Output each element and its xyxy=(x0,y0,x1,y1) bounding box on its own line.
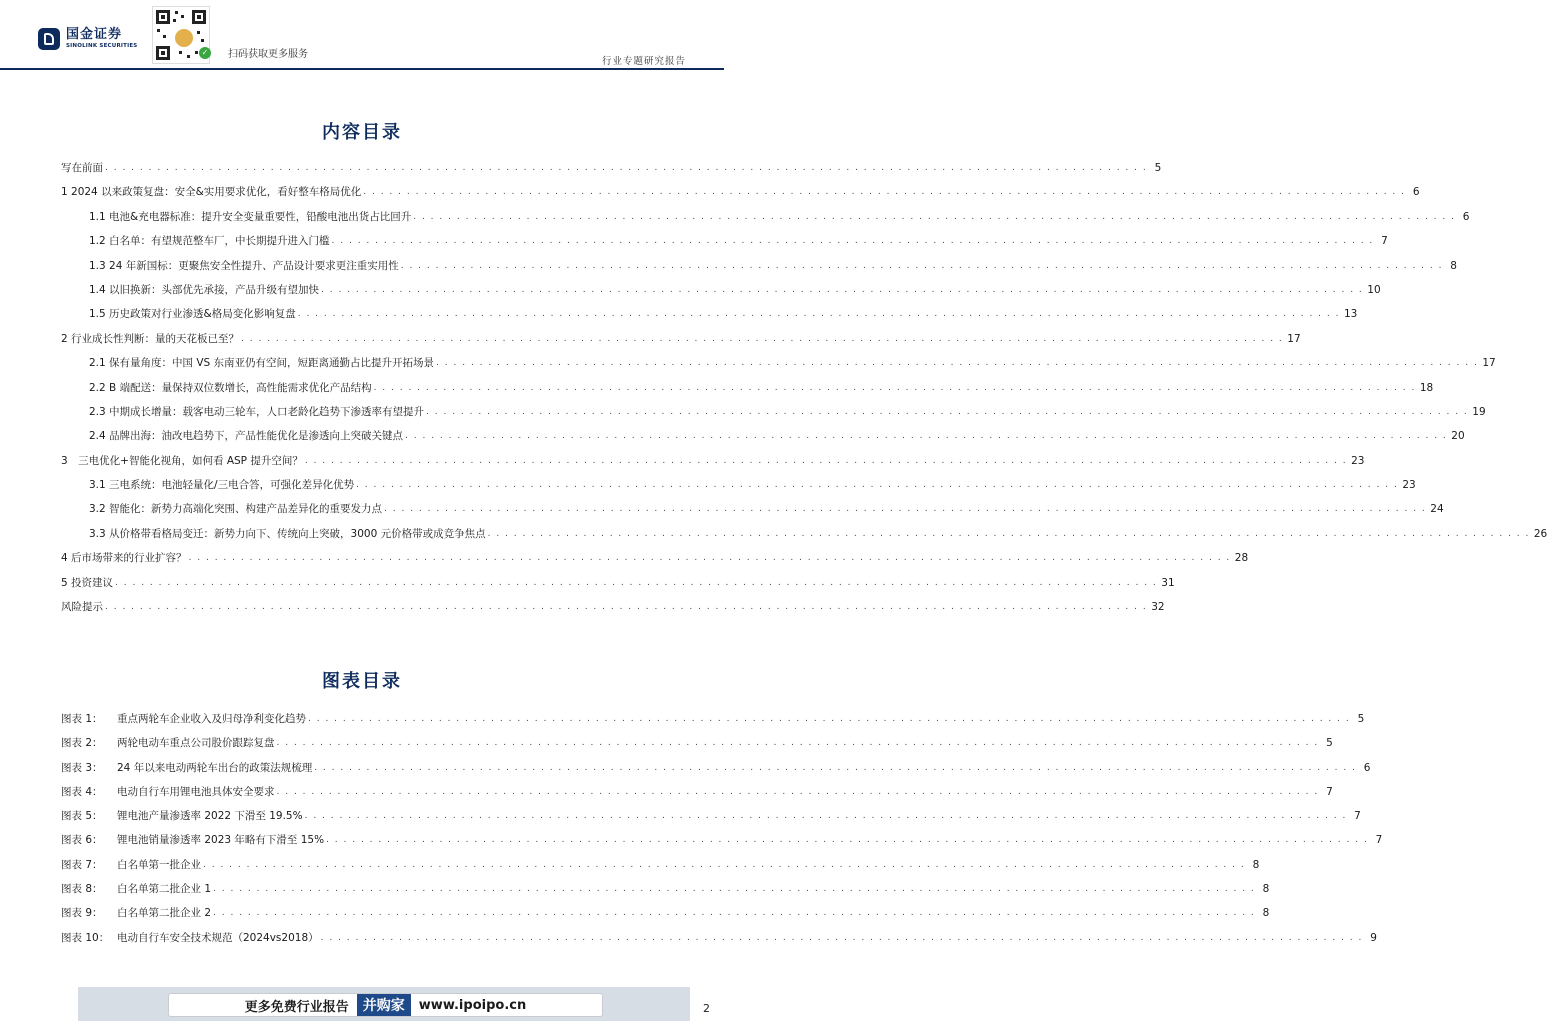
toc-entry[interactable] xyxy=(61,595,1165,619)
toc-entry-label: 3.1 三电系统：电池轻量化/三电合答，可强化差异化优势 xyxy=(89,479,355,492)
toc-leader-dots: . . . . . . . . . . . . . . . . . . . . . . . . . . . . . . . . . . . . . . . . . . . . . . . . . . . . . . . . . . . . . . . . . . . . . . . . . . . . . . . . . . . . . . . . . . . . . . . . . . . . . . . . . . . . . . . . . . . . . . . . xyxy=(321,284,1364,295)
toc-entry[interactable] xyxy=(61,180,1420,204)
figure-entry-page: 5 xyxy=(1357,713,1365,725)
wechat-icon: ✓ xyxy=(199,47,211,59)
figure-entry[interactable] xyxy=(61,901,1270,925)
figure-entry[interactable] xyxy=(61,707,1365,731)
toc-entry-page: 32 xyxy=(1151,601,1165,614)
promo-banner[interactable] xyxy=(78,987,690,1021)
toc-entry-page: 13 xyxy=(1343,308,1358,321)
figure-entry[interactable] xyxy=(61,731,1333,755)
toc-leader-dots: . . . . . . . . . . . . . . . . . . . . . . . . . . . . . . . . . . . . . . . . . . . . . . . . . . . . . . . . . . . . . . . . . . . . . . . . . . . . . . . . . . . . . . . . . . . . . . . . . . . . . . . . . . . . . . . . . . . . . . . . xyxy=(413,211,1456,222)
toc-entry-page: 5 xyxy=(1154,162,1162,174)
toc-leader-dots: . . . . . . . . . . . . . . . . . . . . . . . . . . . . . . . . . . . . . . . . . . . . . . . . . . . . . . . . . . . . . . . . . . . . . . . . . . . . . . . . . . . . . . . . . . . . . . . . . . . . . . . . . . . . . . . . . . . . . . . . xyxy=(188,553,1231,564)
toc-entry-page: 10 xyxy=(1367,283,1381,296)
figure-entry-page: 7 xyxy=(1326,785,1333,798)
promo-url[interactable]: www.ipoipo.cn xyxy=(418,997,527,1013)
figure-entry-number: 图表 3： xyxy=(61,761,103,774)
figure-entry-number: 图表 9： xyxy=(61,907,103,920)
toc-entry-label: 风险提示 xyxy=(61,601,103,614)
figure-entry-page: 5 xyxy=(1326,737,1333,750)
toc-entry[interactable] xyxy=(61,376,1434,400)
toc-leader-dots: . . . . . . . . . . . . . . . . . . . . . . . . . . . . . . . . . . . . . . . . . . . . . . . . . . . . . . . . . . . . . . . . . . . . . . . . . . . . . . . . . . . . . . . . . . . . . . . . . . . . . . . . . . . . . . . . . . . . . . . . xyxy=(304,455,1348,466)
toc-entry-label: 1.2 白名单：有望规范整车厂，中长期提升进入门槛 xyxy=(89,235,330,248)
toc-entry-page: 26 xyxy=(1533,527,1547,540)
figure-entry[interactable] xyxy=(61,828,1383,852)
figure-entry-label: 白名单第一批企业 xyxy=(117,858,201,871)
figure-entry-label: 重点两轮车企业收入及归母净利变化趋势 xyxy=(117,713,306,725)
toc-leader-dots: . . . . . . . . . . . . . . . . . . . . . . . . . . . . . . . . . . . . . . . . . . . . . . . . . . . . . . . . . . . . . . . . . . . . . . . . . . . . . . . . . . . . . . . . . . . . . . . . . . . . . . . . . . . . . . . . . . . . . . . . xyxy=(373,382,1416,393)
header-divider xyxy=(0,68,724,70)
figure-entry-label: 电动自行车安全技术规范（2024vs2018） xyxy=(117,931,319,944)
toc-title: 内容目录 xyxy=(322,122,402,143)
logo-icon xyxy=(38,28,60,50)
report-type-label: 行业专题研究报告 xyxy=(601,56,686,67)
toc-entry-label: 1 2024 以来政策复盘：安全&实用要求优化，看好整车格局优化 xyxy=(61,186,362,199)
figure-entry-number: 图表 4： xyxy=(61,785,103,798)
logo-english-name: SINOLINK SECURITIES xyxy=(66,43,138,49)
promo-text: 更多免费行业报告 xyxy=(244,999,349,1015)
figure-entry-number: 图表 6： xyxy=(61,834,103,847)
toc-entry-page: 18 xyxy=(1419,381,1434,394)
figure-leader-dots: . . . . . . . . . . . . . . . . . . . . . . . . . . . . . . . . . . . . . . . . . . . . . . . . . . . . . . . . . . . . . . . . . . . . . . . . . . . . . . . . . . . . . . . . . . . . . . . . . . . . . . . . . . . . . . . . . . . . . . . . xyxy=(276,738,1319,749)
figure-entry-number: 图表 7： xyxy=(61,858,103,871)
figure-entry-page: 8 xyxy=(1252,858,1260,871)
toc-leader-dots: . . . . . . . . . . . . . . . . . . . . . . . . . . . . . . . . . . . . . . . . . . . . . . . . . . . . . . . . . . . . . . . . . . . . . . . . . . . . . . . . . . . . . . . . . . . . . . . . . . . . . . . . . . . . . . . . . . . . . . . . xyxy=(436,358,1479,369)
toc-entry-page: 20 xyxy=(1451,430,1465,443)
table-of-contents xyxy=(61,156,1547,619)
toc-leader-dots: . . . . . . . . . . . . . . . . . . . . . . . . . . . . . . . . . . . . . . . . . . . . . . . . . . . . . . . . . . . . . . . . . . . . . . . . . . . . . . . . . . . . . . . . . . . . . . . . . . . . . . . . . . . . . . . . . . . . . . . . xyxy=(426,406,1469,417)
toc-entry[interactable] xyxy=(61,229,1388,253)
figure-entry-label: 24 年以来电动两轮车出台的政策法规梳理 xyxy=(117,761,313,774)
toc-entry-page: 6 xyxy=(1462,210,1470,223)
figure-leader-dots: . . . . . . . . . . . . . . . . . . . . . . . . . . . . . . . . . . . . . . . . . . . . . . . . . . . . . . . . . . . . . . . . . . . . . . . . . . . . . . . . . . . . . . . . . . . . . . . . . . . . . . . . . . . . . . . . . . . . . . . . xyxy=(276,786,1319,797)
toc-entry-label: 1.5 历史政策对行业渗透&格局变化影响复盘 xyxy=(89,308,296,321)
toc-entry-page: 17 xyxy=(1482,357,1496,370)
toc-entry-page: 23 xyxy=(1351,454,1365,467)
figure-leader-dots: . . . . . . . . . . . . . . . . . . . . . . . . . . . . . . . . . . . . . . . . . . . . . . . . . . . . . . . . . . . . . . . . . . . . . . . . . . . . . . . . . . . . . . . . . . . . . . . . . . . . . . . . . . . . . . . . . . . . . . . . xyxy=(213,908,1256,919)
toc-leader-dots: . . . . . . . . . . . . . . . . . . . . . . . . . . . . . . . . . . . . . . . . . . . . . . . . . . . . . . . . . . . . . . . . . . . . . . . . . . . . . . . . . . . . . . . . . . . . . . . . . . . . . . . . . . . . . . . . . . . . . . . . xyxy=(405,431,1448,442)
page-header xyxy=(0,0,724,70)
toc-entry-label: 4 后市场带来的行业扩容？ xyxy=(61,552,187,565)
toc-entry[interactable] xyxy=(61,278,1381,302)
figure-list xyxy=(61,707,1383,950)
scan-prompt: 扫码获取更多服务 xyxy=(228,49,308,60)
promo-brand: 并购家 xyxy=(357,994,411,1016)
figure-entry[interactable] xyxy=(61,877,1270,901)
toc-leader-dots: . . . . . . . . . . . . . . . . . . . . . . . . . . . . . . . . . . . . . . . . . . . . . . . . . . . . . . . . . . . . . . . . . . . . . . . . . . . . . . . . . . . . . . . . . . . . . . . . . . . . . . . . . . . . . . . . . . . . . . . . xyxy=(363,187,1406,198)
toc-entry-page: 19 xyxy=(1472,405,1486,418)
toc-entry-label: 3.2 智能化：新势力高端化突围、构建产品差异化的重要发力点 xyxy=(89,503,383,516)
toc-entry-page: 24 xyxy=(1430,503,1444,516)
figure-entry[interactable] xyxy=(61,926,1377,950)
toc-entry[interactable] xyxy=(61,546,1249,570)
toc-leader-dots: . . . . . . . . . . . . . . . . . . . . . . . . . . . . . . . . . . . . . . . . . . . . . . . . . . . . . . . . . . . . . . . . . . . . . . . . . . . . . . . . . . . . . . . . . . . . . . . . . . . . . . . . . . . . . . . . . . . . . . . . xyxy=(487,528,1530,539)
toc-entry-page: 7 xyxy=(1381,235,1388,248)
toc-entry[interactable] xyxy=(61,424,1465,448)
figure-entry-label: 锂电池产量渗透率 2022 下滑至 19.5% xyxy=(117,810,303,823)
figure-entry[interactable] xyxy=(61,756,1371,780)
toc-entry-label: 1.1 电池&充电器标准：提升安全变量重要性，铅酸电池出货占比回升 xyxy=(89,210,412,223)
page-number: 2 xyxy=(703,1002,710,1015)
toc-entry-label: 2.3 中期成长增量：载客电动三轮车，人口老龄化趋势下渗透率有望提升 xyxy=(89,405,425,418)
toc-entry-page: 8 xyxy=(1450,259,1457,272)
figure-entry-number: 图表 2： xyxy=(61,737,103,750)
figure-entry-label: 锂电池销量渗透率 2023 年略有下滑至 15% xyxy=(117,834,325,847)
toc-leader-dots: . . . . . . . . . . . . . . . . . . . . . . . . . . . . . . . . . . . . . . . . . . . . . . . . . . . . . . . . . . . . . . . . . . . . . . . . . . . . . . . . . . . . . . . . . . . . . . . . . . . . . . . . . . . . . . . . . . . . . . . . xyxy=(400,260,1443,271)
toc-entry-page: 6 xyxy=(1412,186,1420,199)
toc-entry-label: 1.4 以旧换新：头部优先承接，产品升级有望加快 xyxy=(89,283,320,296)
logo-chinese-name: 国金证券 xyxy=(66,27,123,42)
toc-entry-page: 31 xyxy=(1161,576,1175,589)
figure-entry-page: 6 xyxy=(1363,761,1371,774)
toc-entry-page: 23 xyxy=(1402,479,1416,492)
company-logo xyxy=(38,28,137,50)
figure-entry-page: 8 xyxy=(1262,907,1270,920)
toc-entry[interactable] xyxy=(61,351,1496,375)
figure-entry-label: 两轮电动车重点公司股价跟踪复盘 xyxy=(117,737,275,750)
figure-leader-dots: . . . . . . . . . . . . . . . . . . . . . . . . . . . . . . . . . . . . . . . . . . . . . . . . . . . . . . . . . . . . . . . . . . . . . . . . . . . . . . . . . . . . . . . . . . . . . . . . . . . . . . . . . . . . . . . . . . . . . . . . xyxy=(213,884,1256,895)
toc-entry[interactable] xyxy=(61,156,1162,180)
toc-entry[interactable] xyxy=(61,449,1365,473)
figure-leader-dots: . . . . . . . . . . . . . . . . . . . . . . . . . . . . . . . . . . . . . . . . . . . . . . . . . . . . . . . . . . . . . . . . . . . . . . . . . . . . . . . . . . . . . . . . . . . . . . . . . . . . . . . . . . . . . . . . . . . . . . . . xyxy=(308,714,1351,724)
toc-entry-label: 2 行业成长性判断：量的天花板已至？ xyxy=(61,332,240,345)
qr-avatar-icon xyxy=(173,27,195,49)
figure-entry-number: 图表 10： xyxy=(61,931,110,944)
figure-leader-dots: . . . . . . . . . . . . . . . . . . . . . . . . . . . . . . . . . . . . . . . . . . . . . . . . . . . . . . . . . . . . . . . . . . . . . . . . . . . . . . . . . . . . . . . . . . . . . . . . . . . . . . . . . . . . . . . . . . . . . . . . xyxy=(320,932,1363,943)
figure-entry-number: 图表 1： xyxy=(61,713,103,725)
toc-entry[interactable] xyxy=(61,497,1444,521)
figure-entry[interactable] xyxy=(61,853,1260,877)
toc-leader-dots: . . . . . . . . . . . . . . . . . . . . . . . . . . . . . . . . . . . . . . . . . . . . . . . . . . . . . . . . . . . . . . . . . . . . . . . . . . . . . . . . . . . . . . . . . . . . . . . . . . . . . . . . . . . . . . . . . . . . . . . . xyxy=(105,163,1148,173)
figure-entry-label: 白名单第二批企业 1 xyxy=(117,883,212,896)
figure-entry-label: 白名单第二批企业 2 xyxy=(117,907,212,920)
figure-leader-dots: . . . . . . . . . . . . . . . . . . . . . . . . . . . . . . . . . . . . . . . . . . . . . . . . . . . . . . . . . . . . . . . . . . . . . . . . . . . . . . . . . . . . . . . . . . . . . . . . . . . . . . . . . . . . . . . . . . . . . . . . xyxy=(203,859,1246,870)
toc-leader-dots: . . . . . . . . . . . . . . . . . . . . . . . . . . . . . . . . . . . . . . . . . . . . . . . . . . . . . . . . . . . . . . . . . . . . . . . . . . . . . . . . . . . . . . . . . . . . . . . . . . . . . . . . . . . . . . . . . . . . . . . . xyxy=(241,333,1284,344)
toc-leader-dots: . . . . . . . . . . . . . . . . . . . . . . . . . . . . . . . . . . . . . . . . . . . . . . . . . . . . . . . . . . . . . . . . . . . . . . . . . . . . . . . . . . . . . . . . . . . . . . . . . . . . . . . . . . . . . . . . . . . . . . . . xyxy=(297,309,1340,320)
promo-pill[interactable] xyxy=(168,993,603,1017)
toc-leader-dots: . . . . . . . . . . . . . . . . . . . . . . . . . . . . . . . . . . . . . . . . . . . . . . . . . . . . . . . . . . . . . . . . . . . . . . . . . . . . . . . . . . . . . . . . . . . . . . . . . . . . . . . . . . . . . . . . . . . . . . . . xyxy=(356,480,1399,491)
toc-entry-label: 5 投资建议 xyxy=(61,576,114,589)
figure-entry-number: 图表 5： xyxy=(61,810,103,823)
figure-entry-page: 7 xyxy=(1354,810,1361,823)
toc-leader-dots: . . . . . . . . . . . . . . . . . . . . . . . . . . . . . . . . . . . . . . . . . . . . . . . . . . . . . . . . . . . . . . . . . . . . . . . . . . . . . . . . . . . . . . . . . . . . . . . . . . . . . . . . . . . . . . . . . . . . . . . . xyxy=(105,602,1148,613)
toc-entry-label: 3 三电优化+智能化视角，如何看 ASP 提升空间？ xyxy=(61,454,303,467)
toc-entry-label: 3.3 从价格带看格局变迁：新势力向下、传统向上突破，3000 元价格带或成竞争焦点 xyxy=(89,527,486,540)
toc-leader-dots: . . . . . . . . . . . . . . . . . . . . . . . . . . . . . . . . . . . . . . . . . . . . . . . . . . . . . . . . . . . . . . . . . . . . . . . . . . . . . . . . . . . . . . . . . . . . . . . . . . . . . . . . . . . . . . . . . . . . . . . . xyxy=(115,577,1158,588)
toc-entry-label: 写在前面 xyxy=(61,162,103,174)
toc-entry-page: 28 xyxy=(1234,552,1249,565)
toc-entry-label: 2.4 品牌出海：油改电趋势下，产品性能优化是渗透向上突破关键点 xyxy=(89,430,404,443)
figure-leader-dots: . . . . . . . . . . . . . . . . . . . . . . . . . . . . . . . . . . . . . . . . . . . . . . . . . . . . . . . . . . . . . . . . . . . . . . . . . . . . . . . . . . . . . . . . . . . . . . . . . . . . . . . . . . . . . . . . . . . . . . . . xyxy=(304,811,1347,822)
figure-entry-page: 8 xyxy=(1262,883,1270,896)
figure-leader-dots: . . . . . . . . . . . . . . . . . . . . . . . . . . . . . . . . . . . . . . . . . . . . . . . . . . . . . . . . . . . . . . . . . . . . . . . . . . . . . . . . . . . . . . . . . . . . . . . . . . . . . . . . . . . . . . . . . . . . . . . . xyxy=(314,762,1357,773)
figure-entry[interactable] xyxy=(61,804,1361,828)
figure-entry[interactable] xyxy=(61,780,1333,804)
toc-entry[interactable] xyxy=(61,473,1416,497)
figure-entry-page: 7 xyxy=(1375,834,1383,847)
figure-entry-number: 图表 8： xyxy=(61,883,103,896)
toc-entry-label: 2.1 保有量角度：中国 VS 东南亚仍有空间，短距离通勤占比提升开拓场景 xyxy=(89,357,435,370)
toc-entry[interactable] xyxy=(61,205,1470,229)
figure-entry-label: 电动自行车用锂电池具体安全要求 xyxy=(117,785,275,798)
toc-entry[interactable] xyxy=(61,571,1175,595)
toc-entry[interactable] xyxy=(61,522,1547,546)
toc-entry[interactable] xyxy=(61,400,1486,424)
toc-entry[interactable] xyxy=(61,254,1457,278)
toc-entry[interactable] xyxy=(61,302,1358,326)
toc-entry[interactable] xyxy=(61,327,1301,351)
figure-leader-dots: . . . . . . . . . . . . . . . . . . . . . . . . . . . . . . . . . . . . . . . . . . . . . . . . . . . . . . . . . . . . . . . . . . . . . . . . . . . . . . . . . . . . . . . . . . . . . . . . . . . . . . . . . . . . . . . . . . . . . . . . xyxy=(326,835,1369,846)
figures-title: 图表目录 xyxy=(322,671,402,692)
figure-entry-page: 9 xyxy=(1370,931,1377,944)
toc-leader-dots: . . . . . . . . . . . . . . . . . . . . . . . . . . . . . . . . . . . . . . . . . . . . . . . . . . . . . . . . . . . . . . . . . . . . . . . . . . . . . . . . . . . . . . . . . . . . . . . . . . . . . . . . . . . . . . . . . . . . . . . . xyxy=(384,504,1427,515)
toc-entry-label: 2.2 B 端配送：量保持双位数增长，高性能需求优化产品结构 xyxy=(89,381,372,394)
toc-leader-dots: . . . . . . . . . . . . . . . . . . . . . . . . . . . . . . . . . . . . . . . . . . . . . . . . . . . . . . . . . . . . . . . . . . . . . . . . . . . . . . . . . . . . . . . . . . . . . . . . . . . . . . . . . . . . . . . . . . . . . . . . xyxy=(331,236,1374,247)
toc-entry-page: 17 xyxy=(1287,332,1301,345)
toc-entry-label: 1.3 24 年新国标：更聚焦安全性提升、产品设计要求更注重实用性 xyxy=(89,259,399,272)
